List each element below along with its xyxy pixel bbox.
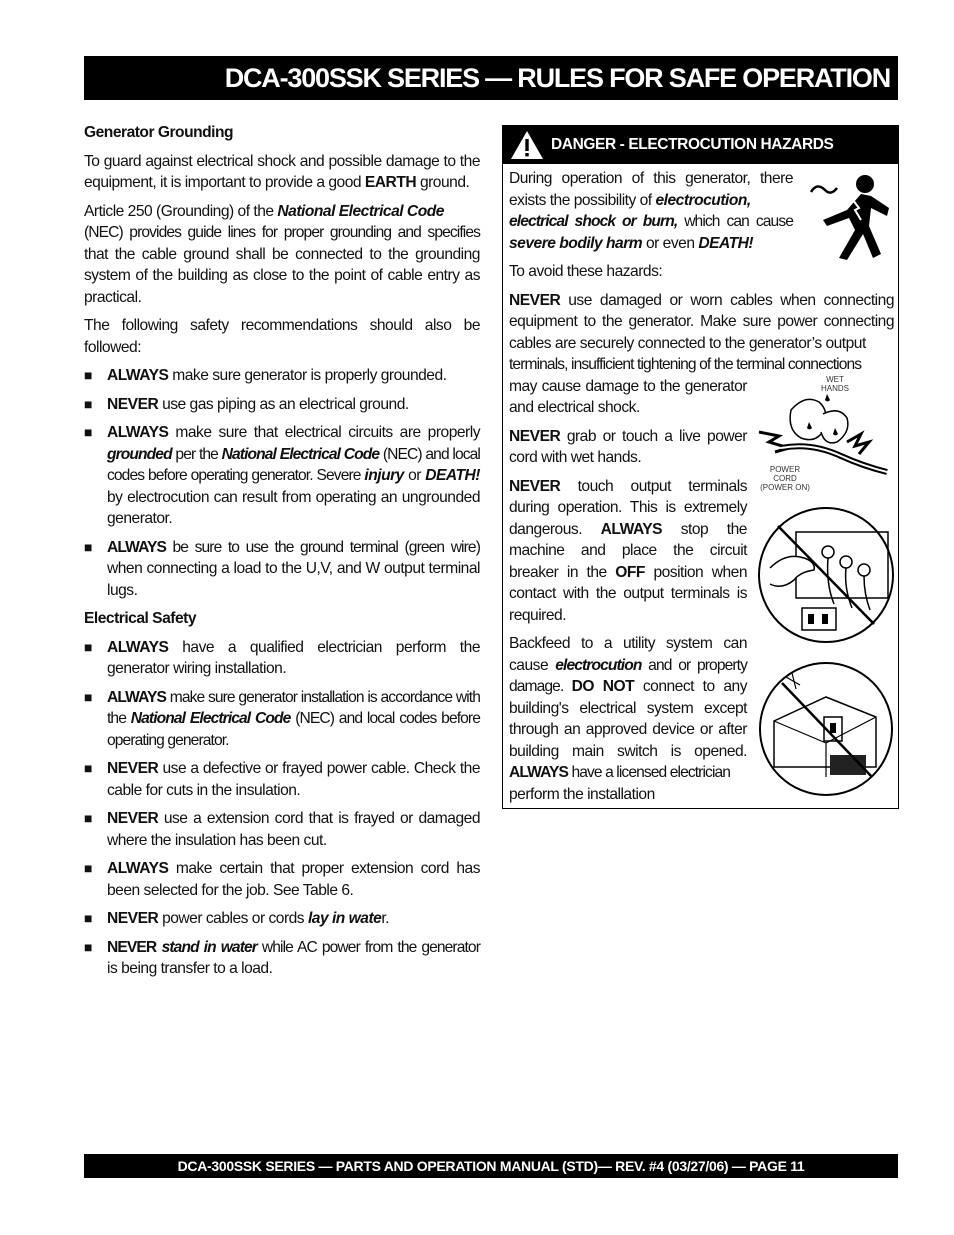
text: power cables or cords bbox=[158, 910, 308, 927]
text-bold-italic: DEATH! bbox=[425, 467, 480, 484]
text: be sure to use the ground terminal (green wire) bbox=[166, 538, 480, 556]
page-title: DCA-300SSK SERIES — RULES FOR SAFE OPERATION bbox=[224, 63, 890, 93]
text-bold: ALWAYS bbox=[600, 520, 663, 538]
text-bold-italic: injury bbox=[364, 467, 404, 484]
text: make sure generator is properly grounded. bbox=[168, 367, 447, 384]
text: position when contact with the output terminals is required. bbox=[509, 563, 747, 624]
text: connect to any building's electrical system except through an approved device or after building main switch is opened. bbox=[509, 678, 747, 760]
bullet-square-icon: ■ bbox=[84, 860, 92, 876]
warning-triangle-icon bbox=[503, 126, 551, 164]
danger-title: DANGER - ELECTROCUTION HAZARDS bbox=[551, 136, 834, 153]
danger-paragraph-5 bbox=[509, 476, 747, 627]
bullet-item bbox=[84, 858, 480, 901]
grounding-paragraph-3: The following safety recommendations should also be followed: bbox=[84, 317, 480, 356]
text: During operation of this generator, there exists the possibility of bbox=[509, 170, 793, 209]
danger-body bbox=[509, 168, 894, 812]
bullet-square-icon: ■ bbox=[84, 688, 92, 705]
grounding-heading: Generator Grounding bbox=[84, 124, 234, 141]
text-bold: ALWAYS bbox=[107, 860, 169, 877]
text-bold: ALWAYS bbox=[107, 424, 169, 441]
text: use a defective or frayed power cable. Check the cable for cuts in the insulation. bbox=[107, 760, 480, 799]
footer-text: DCA-300SSK SERIES — PARTS AND OPERATION MANUAL (STD)— REV. #4 (03/27/06) — PAGE 11 bbox=[177, 1158, 805, 1174]
text-bold: OFF bbox=[615, 563, 645, 581]
bullet-item bbox=[84, 365, 480, 387]
safety-heading: Electrical Safety bbox=[84, 610, 196, 627]
text: by electrocution can result from operating an ungrounded generator. bbox=[107, 488, 480, 527]
text: To guard against electrical shock and possible damage to the equipment, it is important to provide a good bbox=[84, 152, 480, 191]
text: Article 250 (Grounding) of the bbox=[84, 202, 278, 220]
text-bold-italic: National Electrical Code bbox=[277, 202, 444, 220]
text: ground. bbox=[416, 174, 470, 191]
left-column bbox=[84, 122, 480, 987]
text-bold: NEVER bbox=[107, 760, 159, 777]
bullet-item bbox=[84, 637, 480, 680]
bullet-square-icon: ■ bbox=[84, 424, 92, 440]
bullet-item bbox=[84, 422, 480, 530]
grounding-paragraph-2 bbox=[84, 201, 480, 309]
text-bold-italic: lay in wate bbox=[307, 910, 382, 927]
text: perform the installation bbox=[509, 785, 655, 803]
text: make certain that proper extension cord has been selected for the job. See Table 6. bbox=[107, 860, 480, 899]
text: terminals, insufficient tightening of the terminal connections bbox=[509, 356, 862, 373]
text: have a qualified electrician perform the generator wiring installation. bbox=[107, 638, 480, 677]
text-bold: NEVER bbox=[107, 810, 159, 827]
text-bold: ALWAYS bbox=[107, 367, 169, 384]
bullet-square-icon: ■ bbox=[84, 760, 92, 776]
text: when connecting a load to the U,V, and W output terminal lugs. bbox=[107, 560, 480, 599]
danger-panel bbox=[502, 125, 899, 809]
text: touch output terminals during operation. This is extremely dangerous. bbox=[509, 477, 747, 538]
bullet-item bbox=[84, 808, 480, 851]
text: (NEC) provides guide lines for proper grounding and specifies bbox=[84, 224, 480, 241]
text: or even bbox=[642, 234, 699, 252]
danger-paragraph-6 bbox=[509, 633, 747, 805]
text-bold-italic: National Electrical Code bbox=[221, 445, 380, 463]
danger-paragraph-4 bbox=[509, 426, 747, 469]
text: (NEC) and local codes before operating generator. Severe bbox=[107, 445, 480, 484]
text-bold-italic: stand in water bbox=[161, 938, 257, 956]
bullet-square-icon: ■ bbox=[84, 810, 92, 826]
text: or bbox=[403, 467, 426, 484]
bullet-item bbox=[84, 937, 480, 980]
text: make sure generator installation is accordance with the bbox=[107, 688, 480, 727]
text-bold-italic: electrical shock or burn, bbox=[509, 213, 678, 230]
text: per the bbox=[171, 445, 222, 463]
text-bold-italic: National Electrical Code bbox=[130, 710, 291, 727]
text-bold: ALWAYS bbox=[107, 638, 169, 656]
text-bold: DO NOT bbox=[571, 678, 635, 695]
power-cord-label: POWER CORD (POWER ON) bbox=[760, 465, 810, 492]
bullet-item bbox=[84, 908, 480, 930]
wet-hands-label: WET HANDS bbox=[820, 375, 849, 393]
text: make sure that electrical circuits are properly bbox=[168, 424, 480, 441]
text: while AC power from the generator bbox=[256, 938, 480, 956]
bullet-item bbox=[84, 394, 480, 416]
text-bold: NEVER bbox=[107, 938, 157, 956]
bullet-item bbox=[84, 687, 480, 752]
bullet-square-icon: ■ bbox=[84, 367, 92, 383]
danger-paragraph-1 bbox=[509, 168, 793, 254]
text-bold: NEVER bbox=[509, 477, 561, 495]
text-bold: ALWAYS bbox=[107, 688, 167, 706]
danger-paragraph-3b: may cause damage to the generator and electrical shock. bbox=[509, 377, 747, 416]
bullet-item bbox=[84, 758, 480, 801]
text: use a extension cord that is frayed or damaged where the insulation has been cut. bbox=[107, 810, 480, 849]
text-bold-italic: DEATH! bbox=[698, 234, 754, 252]
text: and or property damage. bbox=[509, 656, 747, 695]
text-bold: ALWAYS bbox=[107, 538, 167, 556]
text: is being transfer to a load. bbox=[107, 960, 273, 977]
text-bold-italic: grounded bbox=[107, 445, 172, 463]
text: Backfeed to a utility system can cause bbox=[509, 635, 747, 674]
text-bold: ALWAYS bbox=[509, 764, 569, 781]
bullet-square-icon: ■ bbox=[84, 910, 92, 926]
text: grab or touch a live power cord with wet hands. bbox=[509, 427, 747, 466]
text: use damaged or worn cables when connecting equipment to the generator. Make sure power connecting cables are securely connected to the generator’s output bbox=[509, 291, 894, 352]
text: stop the machine and place the circuit breaker in the bbox=[509, 520, 747, 581]
page-footer bbox=[84, 1154, 898, 1178]
text: which can cause bbox=[677, 213, 793, 230]
danger-paragraph-2: To avoid these hazards: bbox=[509, 263, 663, 280]
bullet-square-icon: ■ bbox=[84, 938, 92, 955]
text-bold: NEVER bbox=[107, 395, 159, 413]
text-bold-italic: severe bodily harm bbox=[509, 234, 643, 252]
grounding-paragraph-1 bbox=[84, 151, 480, 194]
text-bold: NEVER bbox=[509, 291, 561, 309]
text: use gas piping as an electrical ground. bbox=[158, 395, 409, 413]
text-bold: NEVER bbox=[509, 427, 561, 445]
bullet-square-icon: ■ bbox=[84, 538, 92, 555]
text-bold: EARTH bbox=[364, 174, 417, 191]
danger-paragraph-3 bbox=[509, 290, 894, 376]
text: have a licensed electrician bbox=[568, 764, 731, 781]
bullet-item bbox=[84, 537, 480, 602]
text-bold: NEVER bbox=[107, 910, 159, 927]
text: that the cable ground shall be connected to the grounding system of the building as close to the point of cable entry as practical. bbox=[84, 245, 480, 306]
text: r. bbox=[381, 910, 389, 927]
page-header bbox=[84, 56, 898, 100]
text-bold-italic: electrocution bbox=[555, 656, 642, 674]
danger-header bbox=[503, 126, 898, 164]
text: (NEC) and local codes before operating generator. bbox=[107, 710, 480, 749]
bullet-square-icon: ■ bbox=[84, 395, 92, 412]
bullet-square-icon: ■ bbox=[84, 638, 92, 655]
text-bold-italic: electrocution, bbox=[655, 191, 751, 209]
